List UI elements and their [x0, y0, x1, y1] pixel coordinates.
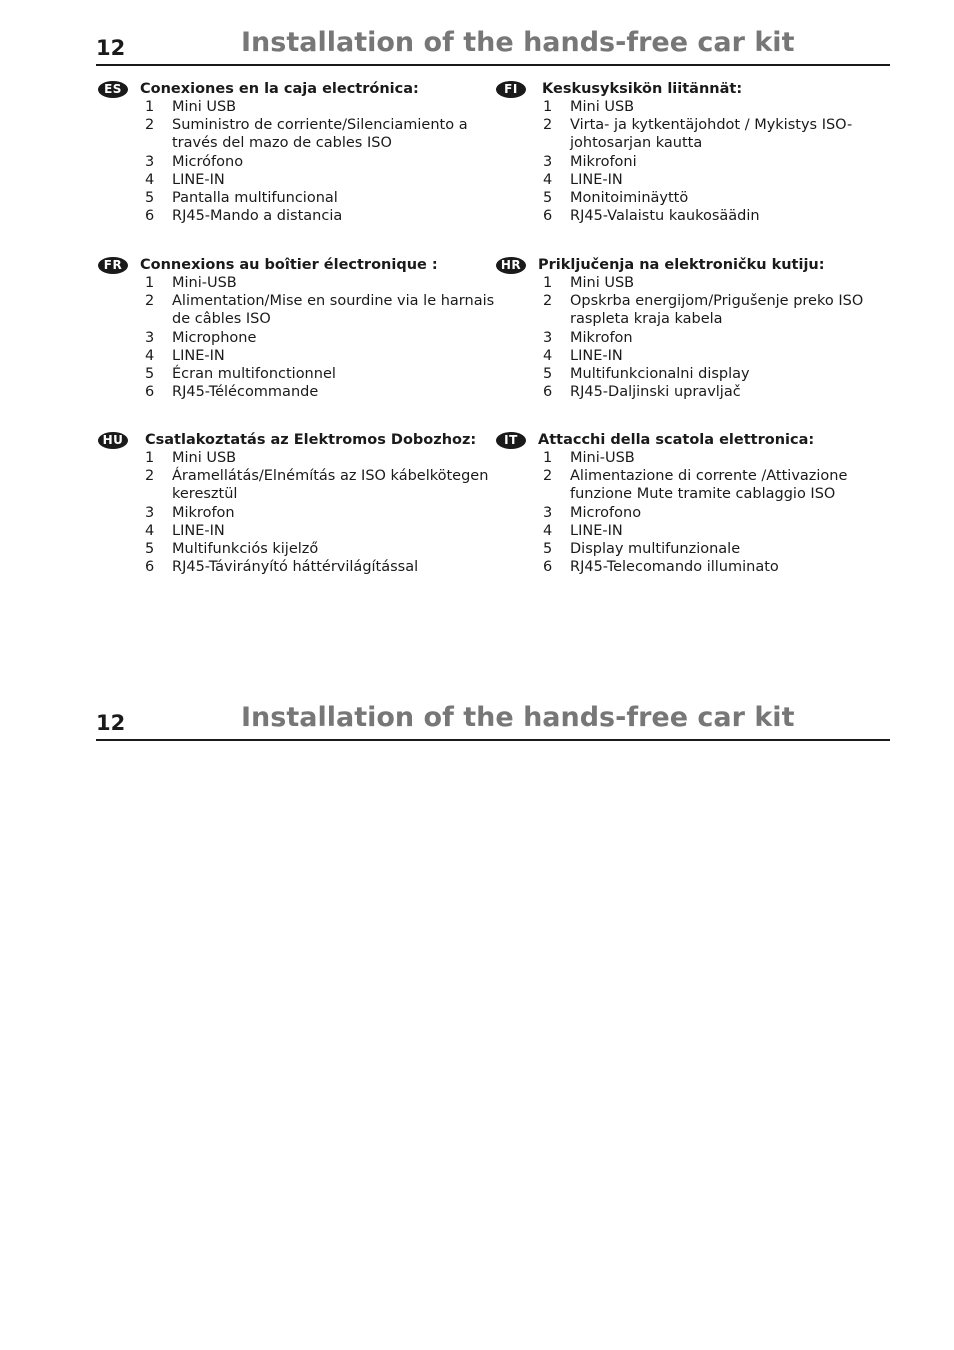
- list-item: 2 Virta- ja kytkentäjohdot / Mykistys ISO-johtosarjan kautta: [543, 117, 853, 152]
- list-item: 5 Multifunkcionalni display: [543, 366, 750, 383]
- section-heading: Connexions au boîtier électronique :: [140, 257, 438, 273]
- language-badge-es: ES: [98, 81, 128, 98]
- list-item: 1 Mini-USB: [145, 275, 237, 291]
- list-item: 6 RJ45-Telecomando illuminato: [543, 559, 779, 576]
- list-item: 1 Mini USB: [145, 450, 237, 466]
- page-header: [96, 28, 890, 66]
- section-fi: [504, 80, 898, 225]
- list-item: 2 Áramellátás/Elnémítás az ISO kábelkötegen keresztül: [145, 468, 489, 503]
- language-badge-fr: FR: [98, 257, 128, 274]
- list-item: 3 Mikrofon: [543, 329, 633, 346]
- list-item: 4 LINE-IN: [145, 171, 225, 188]
- page-header-repeat: [96, 703, 890, 741]
- section-hu: [102, 431, 500, 576]
- list-item: 6 RJ45-Télécommande: [145, 384, 319, 401]
- list-item: 6 RJ45-Daljinski upravljač: [543, 384, 741, 401]
- language-badge-hr: HR: [496, 257, 526, 274]
- list-item: 5 Écran multifonctionnel: [145, 366, 336, 383]
- list-item: 4 LINE-IN: [145, 347, 225, 364]
- list-item: 1 Mini USB: [543, 99, 635, 115]
- list-item: 4 LINE-IN: [543, 347, 623, 364]
- language-badge-fi: FI: [496, 81, 526, 98]
- list-item: 1 Mini USB: [145, 99, 237, 115]
- section-hr: [500, 256, 898, 401]
- section-heading: Conexiones en la caja electrónica:: [140, 81, 419, 97]
- list-item: 2 Alimentation/Mise en sourdine via le harnais de câbles ISO: [145, 293, 495, 328]
- list-item: 6 RJ45-Távirányító háttérvilágítással: [145, 559, 419, 576]
- language-badge-it: IT: [496, 432, 526, 449]
- page-title: Installation of the hands-free car kit: [241, 702, 795, 733]
- list-item: 4 LINE-IN: [145, 522, 225, 539]
- list-item: 5 Monitoiminäyttö: [543, 190, 689, 207]
- page-number: 12: [96, 711, 126, 735]
- list-item: 2 Opskrba energijom/Prigušenje preko ISO raspleta kraja kabela: [543, 293, 864, 328]
- list-item: 3 Microphone: [145, 329, 257, 346]
- list-item: 5 Multifunkciós kijelző: [145, 541, 319, 558]
- list-item: 6 RJ45-Mando a distancia: [145, 208, 343, 225]
- list-item: 1 Mini USB: [543, 275, 635, 291]
- section-heading: Priključenja na elektroničku kutiju:: [538, 257, 825, 273]
- section-heading: Keskusyksikön liitännät:: [542, 81, 743, 97]
- section-es: [104, 80, 500, 225]
- list-item: 4 LINE-IN: [543, 522, 623, 539]
- list-item: 4 LINE-IN: [543, 171, 623, 188]
- list-item: 3 Mikrofoni: [543, 153, 637, 170]
- list-item: 5 Display multifunzionale: [543, 541, 741, 558]
- section-heading: Csatlakoztatás az Elektromos Dobozhoz:: [145, 432, 477, 448]
- list-item: 2 Alimentazione di corrente /Attivazione funzione Mute tramite cablaggio ISO: [543, 468, 848, 503]
- section-heading: Attacchi della scatola elettronica:: [538, 432, 815, 448]
- page-title: Installation of the hands-free car kit: [241, 27, 795, 58]
- list-item: 2 Suministro de corriente/Silenciamiento a través del mazo de cables ISO: [145, 117, 468, 152]
- list-item: 3 Mikrofon: [145, 504, 235, 521]
- language-badge-hu: HU: [98, 432, 128, 449]
- list-item: 1 Mini-USB: [543, 450, 635, 466]
- list-item: 3 Micrófono: [145, 153, 244, 170]
- list-item: 3 Microfono: [543, 504, 642, 521]
- section-it: [504, 431, 898, 576]
- page-number: 12: [96, 36, 126, 60]
- list-item: 5 Pantalla multifuncional: [145, 190, 338, 207]
- section-fr: [103, 256, 500, 401]
- list-item: 6 RJ45-Valaistu kaukosäädin: [543, 208, 760, 225]
